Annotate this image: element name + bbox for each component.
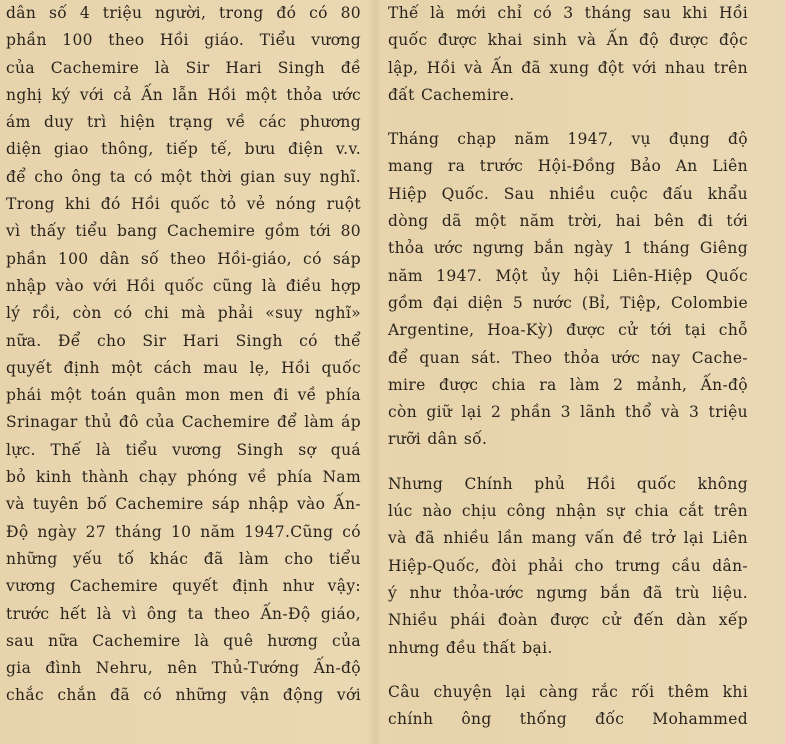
text-line: nhưng đều thất bại.	[388, 638, 553, 657]
left-column	[6, 0, 361, 710]
text-line: để quan sát. Theo thỏa ước nay Cache-	[388, 348, 748, 367]
text-line: lập, Hồi và Ấn đã xung đột với nhau trên	[388, 58, 748, 77]
text-line: rưỡi dân số.	[388, 430, 488, 449]
text-line: sau nữa Cachemire là quê hương của	[6, 631, 361, 650]
text-line: phái một toán quân mon men đi về phía	[6, 386, 361, 405]
text-line: Tháng chạp năm 1947, vụ đụng độ	[388, 130, 748, 149]
text-line: dân số 4 triệu người, trong đó có 80	[6, 4, 361, 22]
page-gutter	[368, 0, 382, 744]
text-line: Câu chuyện lại càng rắc rối thêm khi	[388, 682, 748, 701]
text-line: lý rồi, còn có chi mà phải «suy nghĩ»	[6, 304, 361, 323]
text-line: vì thấy tiểu bang Cachemire gồm tới 80	[6, 222, 361, 241]
text-line: trước hết là vì ông ta theo Ấn-Độ giáo,	[6, 604, 361, 623]
paragraph	[388, 126, 748, 454]
text-line: mang ra trước Hội-Đồng Bảo An Liên	[388, 157, 748, 176]
text-line: Hiệp Quốc. Sau nhiều cuộc đấu khẩu	[388, 184, 748, 203]
text-line: phần 100 dân số theo Hồi-giáo, có sáp	[6, 249, 361, 268]
text-line: Nhưng Chính phủ Hồi quốc không	[388, 474, 748, 493]
text-line: gồm đại diện 5 nước (Bỉ, Tiệp, Colombie	[388, 293, 748, 312]
text-line: lúc nào chịu công nhận sự chia cắt trên	[388, 502, 748, 521]
text-line: nữa. Để cho Sir Hari Singh có thể	[6, 331, 361, 350]
text-line: Hiệp-Quốc, đòi phải cho trưng cầu dân-	[388, 556, 748, 575]
text-line: năm 1947. Một ủy hội Liên-Hiệp Quốc	[388, 266, 748, 285]
text-line: diện giao thông, tiếp tế, bưu điện v.v.	[6, 140, 361, 159]
text-line: và đã nhiều lần mang vấn đề trở lại Liên	[388, 529, 748, 548]
text-line: nghị ký với cả Ấn lẫn Hồi một thỏa ước	[6, 85, 361, 104]
right-column	[388, 0, 748, 733]
text-line: quốc được khai sinh và Ấn độ được độc	[388, 31, 748, 50]
text-line: để cho ông ta có một thời gian suy nghĩ.	[6, 167, 361, 186]
text-line: quyết định một cách mau lẹ, Hồi quốc	[6, 358, 361, 377]
text-line: ám duy trì hiện trạng về các phương	[6, 113, 361, 132]
text-line: mire được chia ra làm 2 mảnh, Ấn-độ	[388, 375, 748, 394]
text-line: Argentine, Hoa-Kỳ) được cử tới tại chỗ	[388, 321, 748, 340]
text-line: Thế là mới chỉ có 3 tháng sau khi Hồi	[388, 4, 748, 22]
text-line: thỏa ước ngưng bắn ngày 1 tháng Giêng	[388, 239, 748, 258]
text-line: Srinagar thủ đô của Cachemire để làm áp	[6, 413, 361, 432]
text-line: phần 100 theo Hồi giáo. Tiểu vương	[6, 31, 361, 50]
text-line: Nhiều phái đoàn được cử đến dàn xếp	[388, 611, 748, 630]
text-line: gia đình Nehru, nên Thủ-Tướng Ấn-độ	[6, 659, 361, 678]
text-line: Trong khi đó Hồi quốc tỏ vẻ nóng ruột	[6, 195, 361, 214]
text-line: chắc chắn đã có những vận động với	[6, 686, 361, 705]
paragraph	[388, 471, 748, 662]
paragraph	[388, 679, 748, 734]
text-line: vương Cachemire quyết định như vậy:	[6, 577, 361, 596]
text-line: ý như thỏa-ước ngưng bắn đã trù liệu.	[388, 583, 748, 602]
text-line: dòng dã một năm trời, hai bên đi tới	[388, 212, 748, 231]
text-line: của Cachemire là Sir Hari Singh đề	[6, 58, 361, 77]
text-line: và tuyên bố Cachemire sáp nhập vào Ấn-	[6, 495, 361, 514]
text-line: lực. Thế là tiểu vương Singh sợ quá	[6, 440, 361, 459]
text-line: còn giữ lại 2 phần 3 lãnh thổ và 3 triệu	[388, 403, 748, 422]
text-line: đất Cachemire.	[388, 85, 515, 104]
text-line: chính ông thống đốc Mohammed	[388, 710, 748, 729]
text-line: nhập vào với Hồi quốc cũng là điều hợp	[6, 276, 361, 295]
text-line: những yếu tố khác đã làm cho tiểu	[6, 549, 361, 568]
paragraph	[388, 0, 748, 109]
text-line: Độ ngày 27 tháng 10 năm 1947.Cũng có	[6, 522, 361, 541]
text-line: bỏ kinh thành chạy phóng về phía Nam	[6, 468, 361, 487]
